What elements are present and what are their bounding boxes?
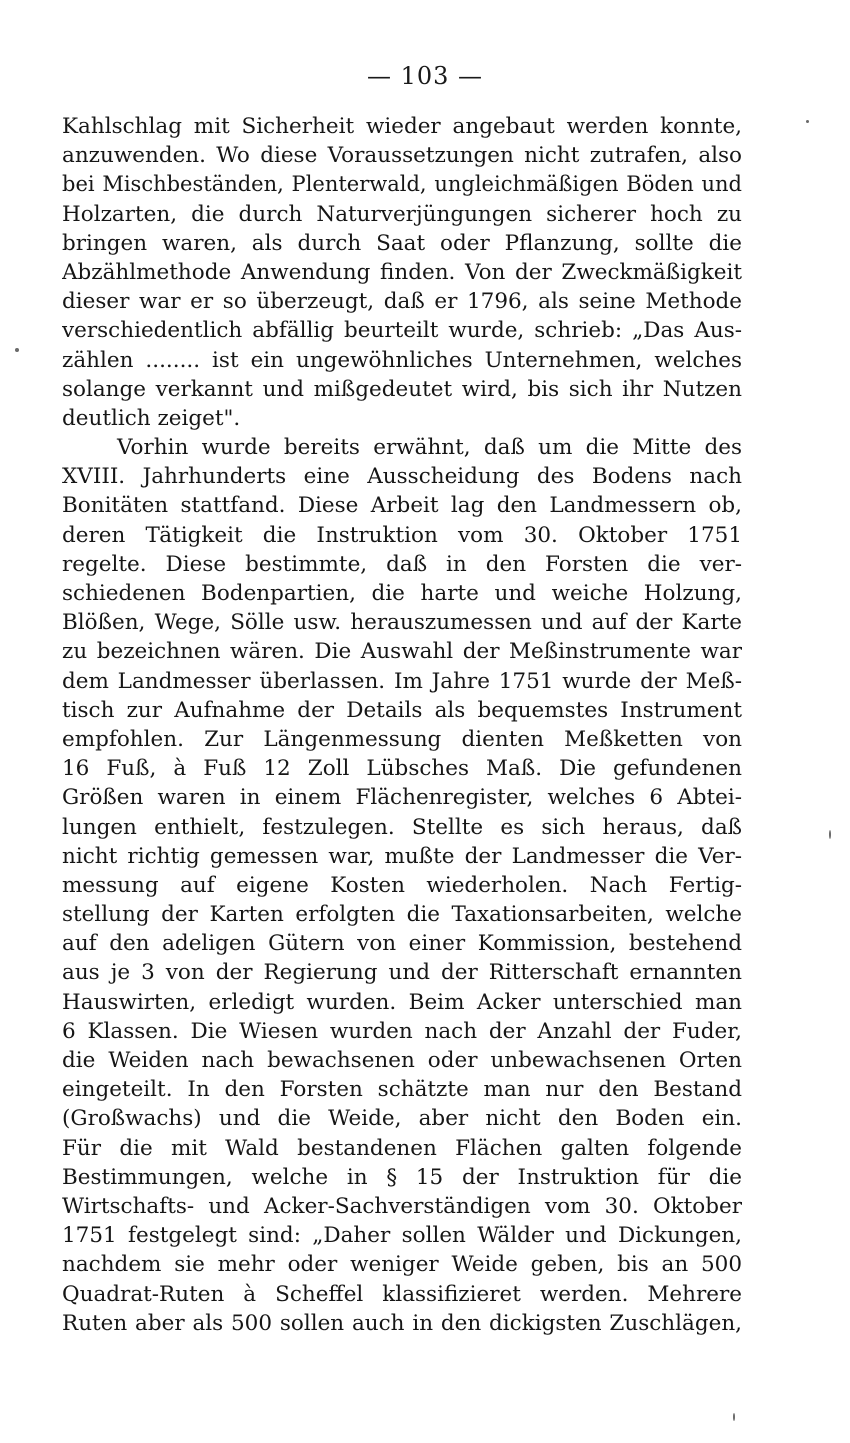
text-line: schiedenen Bodenpartien, die harte und weiche Holzung, — [62, 581, 742, 606]
text-line: auf den adeligen Gütern von einer Kommission, bestehend — [62, 931, 742, 957]
text-line: nicht richtig gemessen war, mußte der Landmesser die Ver- — [62, 843, 742, 869]
text-line: eingeteilt. In den Forsten schätzte man nur den Bestand — [62, 1077, 742, 1103]
text-line: bringen waren, als durch Saat oder Pflanzung, sollte die — [62, 230, 742, 256]
text-line: 1751 festgelegt sind: „Daher sollen Wälder und Dickungen, — [62, 1223, 742, 1249]
text-line: stellung der Karten erfolgten die Taxationsarbeiten, welche — [62, 902, 742, 928]
text-line: (Großwachs) und die Weide, aber nicht den Boden ein. — [62, 1106, 742, 1132]
page-number: — 103 — — [366, 62, 484, 90]
text-line: Für die mit Wald bestandenen Flächen galten folgende — [62, 1135, 742, 1161]
text-line: lungen enthielt, festzulegen. Stellte es sich heraus, daß — [62, 814, 742, 840]
text-line: 16 Fuß, à Fuß 12 Zoll Lübsches Maß. Die gefundenen — [62, 756, 742, 782]
text-line: zählen ........ ist ein ungewöhnliches Unternehmen, welches — [62, 347, 742, 373]
text-line: deren Tätigkeit die Instruktion vom 30. Oktober 1751 — [62, 522, 742, 548]
text-line: Blößen, Wege, Sölle usw. herauszumessen und auf der Karte — [62, 610, 742, 636]
text-line: Quadrat-Ruten à Scheffel klassifizieret werden. Mehrere — [62, 1281, 742, 1307]
text-line: solange verkannt und mißgedeutet wird, bis sich ihr Nutzen — [62, 376, 742, 402]
text-line: Größen waren in einem Flächenregister, welches 6 Abtei- — [62, 785, 742, 811]
text-line: Bonitäten stattfand. Diese Arbeit lag den Landmessern ob, — [62, 493, 742, 519]
text-line: dieser war er so überzeugt, daß er 1796, als seine Methode — [62, 289, 742, 315]
text-line: dem Landmesser überlassen. Im Jahre 1751 wurde der Meß- — [62, 668, 742, 694]
print-speck — [806, 120, 809, 123]
text-line: Vorhin wurde bereits erwähnt, daß um die Mitte des — [117, 435, 742, 461]
text-line: regelte. Diese bestimmte, daß in den Forsten die ver- — [62, 551, 742, 577]
text-line: messung auf eigene Kosten wiederholen. Nach Fertig- — [62, 872, 742, 898]
text-line: tisch zur Aufnahme der Details als bequemstes Instrument — [62, 697, 742, 723]
text-line: deutlich zeiget". — [62, 405, 241, 431]
text-line: zu bezeichnen wären. Die Auswahl der Meßinstrumente war — [62, 639, 742, 665]
text-line: Holzarten, die durch Naturverjüngungen sicherer hoch zu — [62, 201, 742, 227]
text-line: aus je 3 von der Regierung und der Ritterschaft ernannten — [62, 960, 742, 986]
print-speck — [733, 1413, 735, 1421]
text-line: Ruten aber als 500 sollen auch in den dickigsten Zuschlägen, — [62, 1310, 742, 1336]
text-line: empfohlen. Zur Längenmessung dienten Meßketten von — [62, 726, 742, 752]
print-speck — [15, 348, 19, 352]
text-line: nachdem sie mehr oder weniger Weide geben, bis an 500 — [62, 1252, 742, 1278]
body-text — [62, 112, 742, 1338]
text-line: Abzählmethode Anwendung finden. Von der Zweckmäßigkeit — [62, 259, 742, 285]
text-line: XVIII. Jahrhunderts eine Ausscheidung des Bodens nach — [62, 464, 742, 490]
text-line: Hauswirten, erledigt wurden. Beim Acker unterschied man — [62, 989, 742, 1015]
print-speck — [829, 830, 831, 839]
text-line: bei Mischbeständen, Plenterwald, ungleichmäßigen Böden und — [62, 172, 742, 197]
text-line: anzuwenden. Wo diese Voraussetzungen nicht zutrafen, also — [62, 143, 742, 169]
text-line: 6 Klassen. Die Wiesen wurden nach der Anzahl der Fuder, — [62, 1018, 742, 1044]
text-line: die Weiden nach bewachsenen oder unbewachsenen Orten — [62, 1048, 742, 1073]
text-line: Wirtschafts- und Acker-Sachverständigen vom 30. Oktober — [62, 1193, 742, 1219]
text-line: Kahlschlag mit Sicherheit wieder angebaut werden konnte, — [62, 114, 742, 139]
text-line: verschiedentlich abfällig beurteilt wurde, schrieb: „Das Aus- — [62, 318, 742, 344]
text-line: Bestimmungen, welche in § 15 der Instruktion für die — [62, 1164, 742, 1190]
